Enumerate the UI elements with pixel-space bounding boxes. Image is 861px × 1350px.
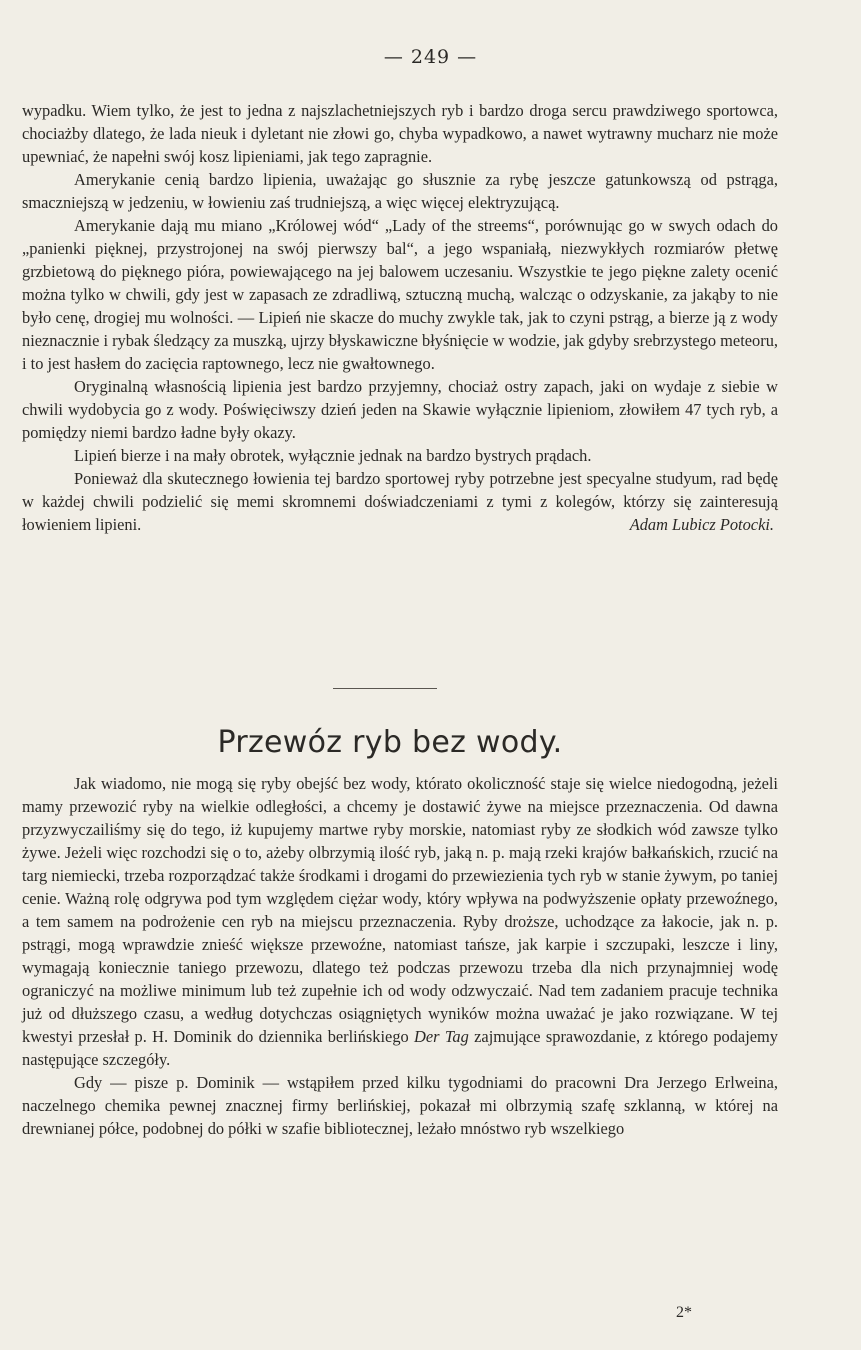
paragraph-last [22,467,778,536]
section-divider [333,688,437,689]
signature-mark: 2* [676,1304,692,1321]
article-title: Przewóz ryb bez wody. [217,725,563,760]
newspaper-name: Der Tag [414,1027,469,1046]
paragraph: Amerykanie cenią bardzo lipienia, uważając go słusznie za rybę jeszcze gatunkowszą od pstrąga, smaczniejszą w jedzeniu, w łowieniu zaś trudniejszą, a więc więcej elektryzującą. [22,170,778,212]
paragraph-tail: zajmujące sprawozdanie, z którego podajemy następujące szczegóły. [22,1027,778,1069]
paragraph: Gdy — pisze p. Dominik — wstąpiłem przed kilku tygodniami do pracowni Dra Jerzego Erlweina, naczelnego chemika pewnej znacznej firmy berlińskiej, pokazał mi olbrzymią szafę szklanną, w której na drewnianej półce, podobnej do półki w szafie bibliotecznej, leżało mnóstwo ryb wszelkiego [22,1073,778,1138]
paragraph: Amerykanie dają mu miano „Królowej wód“ „Lady of the streems“, porównując go w swych odach do „panienki pięknej, przystrojonej na swój pierwszy bal“, a jego wspaniałą, niezwykłych rozmiarów płetwę grzbietową do pięknego pióra, powiewającego na jej balowem uczesaniu. Wszystkie te jego piękne zalety ocenić można tylko w chwili, gdy jest w zapasach ze zdradliwą, sztuczną muchą, walcząc o odzyskanie, za jakąby to nie było cenę, drogiej mu wolności. — Lipień nie skacze do muchy zwykle tak, jak to czyni pstrąg, a bierze ją z wody nieznacznie i rybak śledzący za muszką, ujrzy błyskawiczne błyśnięcie w wodzie, jak gdyby srebrzystego meteoru, i to jest hasłem do zacięcia raptownego, lecz nie gwałtownego. [22,216,778,373]
paragraph-text: Ponieważ dla skutecznego łowienia tej bardzo sportowej ryby potrzebne jest specyalne studyum, rad będę w każdej chwili podzielić się memi skromnemi doświadczeniami z tymi z kolegów, którzy się zainteresują łowieniem lipieni. [22,469,778,534]
paragraph: wypadku. Wiem tylko, że jest to jedna z najszlachetniejszych ryb i bardzo droga sercu prawdziwego sportowca, chociażby dlatego, że lada nieuk i dyletant nie złowi go, chyba wypadkowo, a nawet wytrawny mucharz nie może upewniać, że napełni swój kosz lipieniami, jak tego zapragnie. [22,101,778,166]
paragraph-text: Jak wiadomo, nie mogą się ryby obejść bez wody, którato okoliczność staje się wielce niedogodną, jeżeli mamy przewozić ryby na wielkie odległości, a chcemy je dostawić żywe na miejsce przeznaczenia. Od dawna przyzwyczailiśmy się do tego, iż kupujemy martwe ryby morskie, natomiast ryby ze słodkich wód zawsze tylko żywe. Jeżeli więc rozchodzi się o to, ażeby olbrzymią ilość ryb, jaką n. p. mają rzeki krajów bałkańskich, rzucić na targ niemiecki, trzeba rozporządzać także środkami i drogami do przewiezienia tych ryb w stanie żywym, po taniej cenie. Ważną rolę odgrywa pod tym względem ciężar wody, który wpływa na podwyższenie opłaty przewoźnego, a tem samem na podrożenie cen ryb na miejscu przeznaczenia. Ryby droższe, uchodzące za łakocie, jak n. p. pstrągi, mogą wprawdzie znieść większe przewoźne, natomiast tańsze, jak karpie i szczupaki, leszcze i liny, wymagają koniecznie taniego przewozu, dlatego też podczas przewozu trzeba dla nich przynajmniej wodę ograniczyć na możliwe minimum lub też zupełnie ich od wody odzwyczaić. Nad tem zadaniem pracuje technika już od dłuższego czasu, a według dotychczas osiągniętych wyników można uważać je jako rozwiązane. W tej kwestyi przesłał p. H. Dominik do dziennika berlińskiego [22,774,778,1046]
second-article [22,772,778,1140]
paragraph: Oryginalną własnością lipienia jest bardzo przyjemny, chociaż ostry zapach, jaki on wydaje z siebie w chwili wydobycia go z wody. Poświęciwszy dzień jeden na Skawie wyłącznie lipieniom, złowiłem 47 tych ryb, a pomiędzy niemi bardzo ładne były okazy. [22,377,778,442]
page-number: — 249 — [383,46,478,68]
author-signature: Adam Lubicz Potocki. [629,515,774,534]
first-article [22,99,778,536]
paragraph [22,772,778,1071]
paragraph: Lipień bierze i na mały obrotek, wyłącznie jednak na bardzo bystrych prądach. [74,446,592,465]
